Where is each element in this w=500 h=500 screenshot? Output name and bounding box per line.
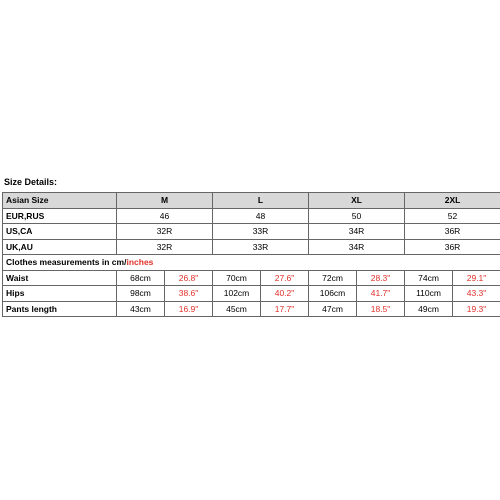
measurements-section-header — [3, 255, 500, 271]
inch-cell: 16.9" — [165, 301, 213, 317]
cm-cell: 45cm — [213, 301, 261, 317]
inch-cell: 19.3" — [453, 301, 500, 317]
size-header-l: L — [213, 193, 309, 209]
inch-cell: 38.6" — [165, 286, 213, 302]
inch-cell: 18.5" — [357, 301, 405, 317]
row-label: UK,AU — [3, 239, 117, 255]
size-header-xl: XL — [309, 193, 405, 209]
inch-cell: 26.8" — [165, 270, 213, 286]
header-label: Asian Size — [3, 193, 117, 209]
cm-cell: 74cm — [405, 270, 453, 286]
table-cell: 46 — [117, 208, 213, 224]
size-header-m: M — [117, 193, 213, 209]
header-row — [3, 193, 500, 209]
row-label: Pants length — [3, 301, 117, 317]
cm-cell: 110cm — [405, 286, 453, 302]
table-cell: 33R — [213, 239, 309, 255]
size-header-2xl: 2XL — [405, 193, 500, 209]
inch-cell: 43.3" — [453, 286, 500, 302]
cm-cell: 49cm — [405, 301, 453, 317]
table-row — [3, 270, 500, 286]
row-label: Waist — [3, 270, 117, 286]
cm-cell: 47cm — [309, 301, 357, 317]
table-row — [3, 224, 500, 240]
table-cell: 33R — [213, 224, 309, 240]
size-details-title: Size Details: — [4, 177, 58, 187]
cm-cell: 70cm — [213, 270, 261, 286]
inch-cell: 28.3" — [357, 270, 405, 286]
table-cell: 48 — [213, 208, 309, 224]
row-label: EUR,RUS — [3, 208, 117, 224]
inch-cell: 27.6" — [261, 270, 309, 286]
table-row — [3, 208, 500, 224]
inch-cell: 17.7" — [261, 301, 309, 317]
cm-cell: 98cm — [117, 286, 165, 302]
table-cell: 52 — [405, 208, 500, 224]
cm-cell: 68cm — [117, 270, 165, 286]
table-cell: 50 — [309, 208, 405, 224]
inch-cell: 40.2" — [261, 286, 309, 302]
cm-cell: 102cm — [213, 286, 261, 302]
size-chart-table — [2, 192, 500, 317]
cm-cell: 106cm — [309, 286, 357, 302]
table-cell: 36R — [405, 224, 500, 240]
cm-cell: 72cm — [309, 270, 357, 286]
inch-cell: 41.7" — [357, 286, 405, 302]
table-cell: 36R — [405, 239, 500, 255]
table-cell: 32R — [117, 224, 213, 240]
table-row — [3, 301, 500, 317]
table-cell: 32R — [117, 239, 213, 255]
table-row — [3, 239, 500, 255]
table-cell: 34R — [309, 224, 405, 240]
cm-cell: 43cm — [117, 301, 165, 317]
table-row — [3, 286, 500, 302]
row-label: US,CA — [3, 224, 117, 240]
section-prefix: Clothes measurements in cm/ — [6, 257, 127, 268]
table-cell: 34R — [309, 239, 405, 255]
row-label: Hips — [3, 286, 117, 302]
section-header-row — [3, 255, 500, 271]
section-inches-label: inches — [126, 257, 154, 268]
inch-cell: 29.1" — [453, 270, 500, 286]
